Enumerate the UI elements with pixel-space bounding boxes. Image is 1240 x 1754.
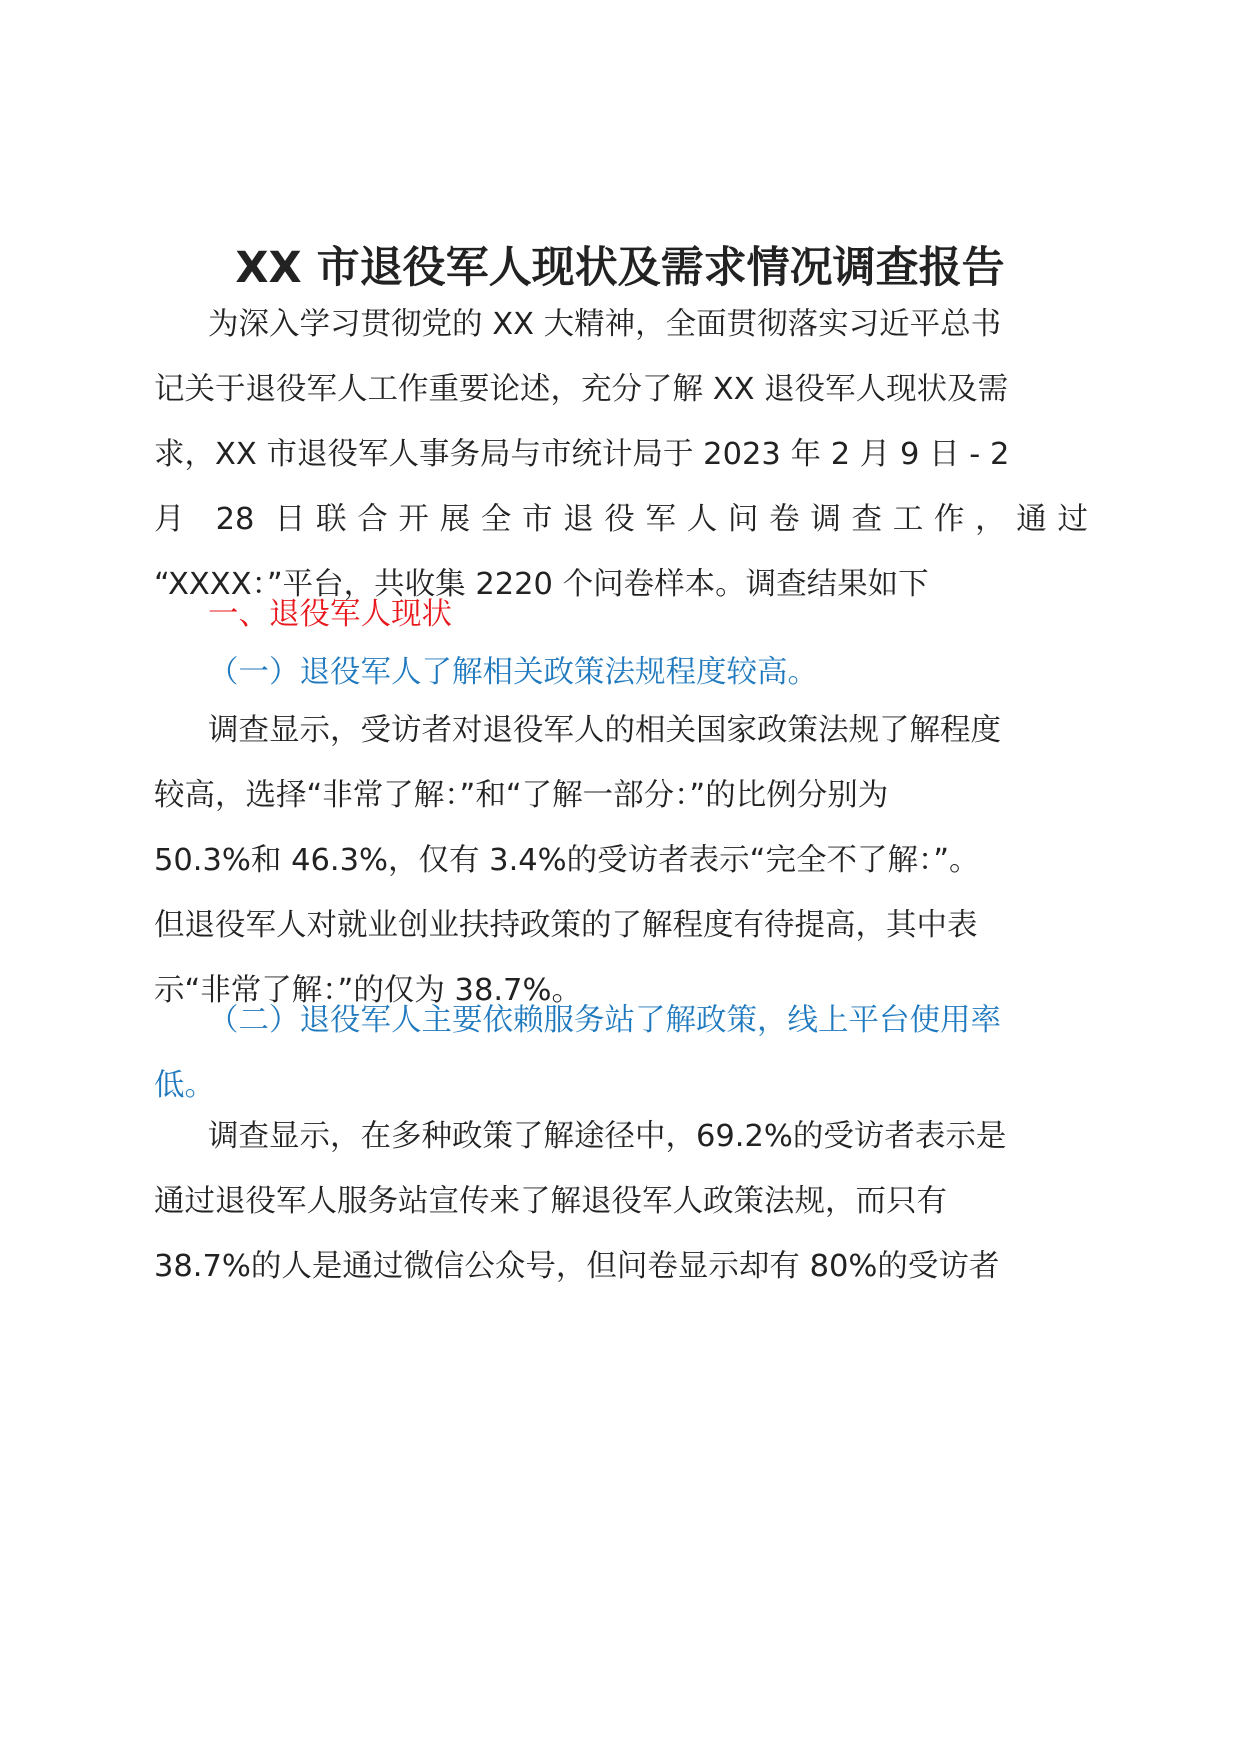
subsection2-paragraph [154, 1104, 1088, 1299]
intro-line: 月 28 日联合开展全市退役军人问卷调查工作，通过 [154, 502, 1088, 537]
intro-line: 求，XX 市退役军人事务局与市统计局于 2023 年 2 月 9 日 - 2 [154, 437, 1010, 472]
intro-line: 为深入学习贯彻党的 XX 大精神，全面贯彻落实习近平总书 [208, 307, 1002, 342]
body-line: 38.7%的人是通过微信公众号，但问卷显示却有 80%的受访者 [154, 1249, 1000, 1284]
body-line: 50.3%和 46.3%，仅有 3.4%的受访者表示“完全不了解：”。 [154, 843, 980, 878]
section-heading: 一、退役军人现状 [208, 597, 452, 632]
body-line: 调查显示，受访者对退役军人的相关国家政策法规了解程度 [208, 713, 1001, 748]
body-line: 较高，选择“非常了解：”和“了解一部分：”的比例分别为 [154, 778, 889, 813]
subsection1-paragraph [154, 698, 1088, 1023]
body-line: 通过退役军人服务站宣传来了解退役军人政策法规，而只有 [154, 1184, 947, 1219]
subsection-heading-2 [154, 988, 1088, 1118]
intro-line: “XXXX：”平台，共收集 2220 个问卷样本。调查结果如下 [154, 567, 929, 602]
body-line: 示“非常了解：”的仅为 38.7%。 [154, 973, 582, 1008]
subsection-heading-line: （二）退役军人主要依赖服务站了解政策，线上平台使用率 [208, 1003, 1001, 1038]
intro-paragraph [154, 292, 1088, 617]
subsection-heading: （一）退役军人了解相关政策法规程度较高。 [208, 655, 818, 690]
body-line: 调查显示，在多种政策了解途径中，69.2%的受访者表示是 [208, 1119, 1007, 1154]
body-line: 但退役军人对就业创业扶持政策的了解程度有待提高，其中表 [154, 908, 978, 943]
page-title: XX 市退役军人现状及需求情况调查报告 [235, 243, 1005, 293]
subsection-heading-line: 低。 [154, 1068, 215, 1103]
intro-line: 记关于退役军人工作重要论述，充分了解 XX 退役军人现状及需 [154, 372, 1009, 407]
